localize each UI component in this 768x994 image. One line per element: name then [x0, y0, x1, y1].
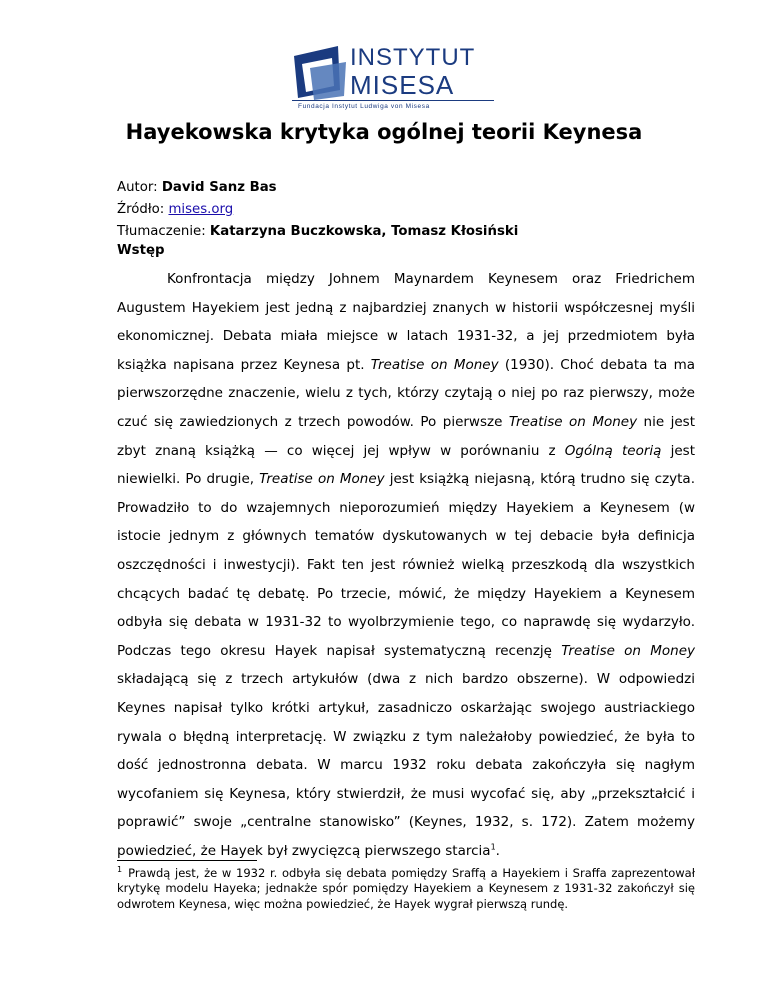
section-heading: Wstęp [117, 243, 165, 258]
document-title: Hayekowska krytyka ogólnej teorii Keynesa [125, 120, 643, 144]
footnote [117, 866, 695, 912]
body-text [117, 265, 695, 865]
logo-mark-icon [292, 46, 348, 100]
author-line [117, 180, 277, 195]
author-name: David Sanz Bas [161, 180, 277, 195]
logo-text-instytut: INSTYTUT [350, 44, 476, 71]
source-line [117, 202, 233, 217]
author-label: Autor: [117, 180, 162, 195]
logo-text-misesa: MISESA [350, 70, 455, 100]
translation-line [117, 224, 518, 239]
translation-label: Tłumaczenie: [117, 224, 210, 239]
footnote-text: Prawdą jest, że w 1932 r. odbyła się debata pomiędzy Sraffą a Hayekiem i Sraffa zaprezentował krytykę modelu Hayeka; jednakże spór pomiędzy Hayekiem a Keynesem z 1931-32 zakończył się odwrotem Keynesa, więc można powiedzieć, że Hayek wygrał pierwszą rundę. [117, 866, 695, 911]
footnote-reference[interactable]: 1 [490, 842, 496, 852]
intro-paragraph: Konfrontacja między Johnem Maynardem Keynesem oraz Friedrichem Augustem Hayekiem jest jedną z najbardziej znanych w historii współczesnej myśli ekonomicznej. Debata miała miejsce w latach 1931-32, a jej przedmiotem była książka napisana przez Keynesa pt. Treatise on Money (1930). Choć debata ta ma pierwszorzędne znaczenie, wielu z tych, którzy czytają o niej po raz pierwszy, może czuć się zawiedzionych z trzech powodów. Po pierwsze Treatise on Money nie jest zbyt znaną książką — co więcej jej wpływ w porównaniu z Ogólną teorią jest niewielki. Po drugie, Treatise on Money jest książką niejasną, którą trudno się czyta. Prowadziło to do wzajemnych nieporozumień między Hayekiem a Keynesem (w istocie jednym z głównych tematów dyskutowanych w tej debacie była definicja oszczędności i inwestycji). Fakt ten jest również wielką przeszkodą dla wszystkich chcących badać tę debatę. Po trzecie, mówić, że między Hayekiem a Keynesem odbyła się debata w 1931-32 to wyolbrzymienie tego, co naprawdę się wydarzyło. Podczas tego okresu Hayek napisał systematyczną recenzję Treatise on Money składającą się z trzech artykułów (dwa z nich bardzo obszerne). W odpowiedzi Keynes napisał tylko krótki artykuł, zasadniczo oskarżając swojego austriackiego rywala o błędną interpretację. W związku z tym należałoby powiedzieć, że była to dość jednostronna debata. W marcu 1932 roku debata zakończyła się nagłym wycofaniem się Keynesa, który stwierdził, że musi wycofać się, aby „przekształcić i poprawić” swoje „centralne stanowisko” (Keynes, 1932, s. 172). Zatem możemy powiedzieć, że Hayek był zwycięzcą pierwszego starcia$^1$. [117, 271, 696, 859]
instytut-misesa-logo [292, 42, 494, 110]
footnote-number: 1 [117, 865, 123, 875]
logo-subtitle: Fundacja Instytut Ludwiga von Misesa [298, 103, 430, 110]
source-link[interactable]: mises.org [168, 202, 234, 217]
source-label: Źródło: [117, 202, 169, 217]
footnote-separator [117, 860, 257, 861]
translators-names: Katarzyna Buczkowska, Tomasz Kłosiński [209, 224, 519, 239]
logo-divider [292, 100, 494, 101]
